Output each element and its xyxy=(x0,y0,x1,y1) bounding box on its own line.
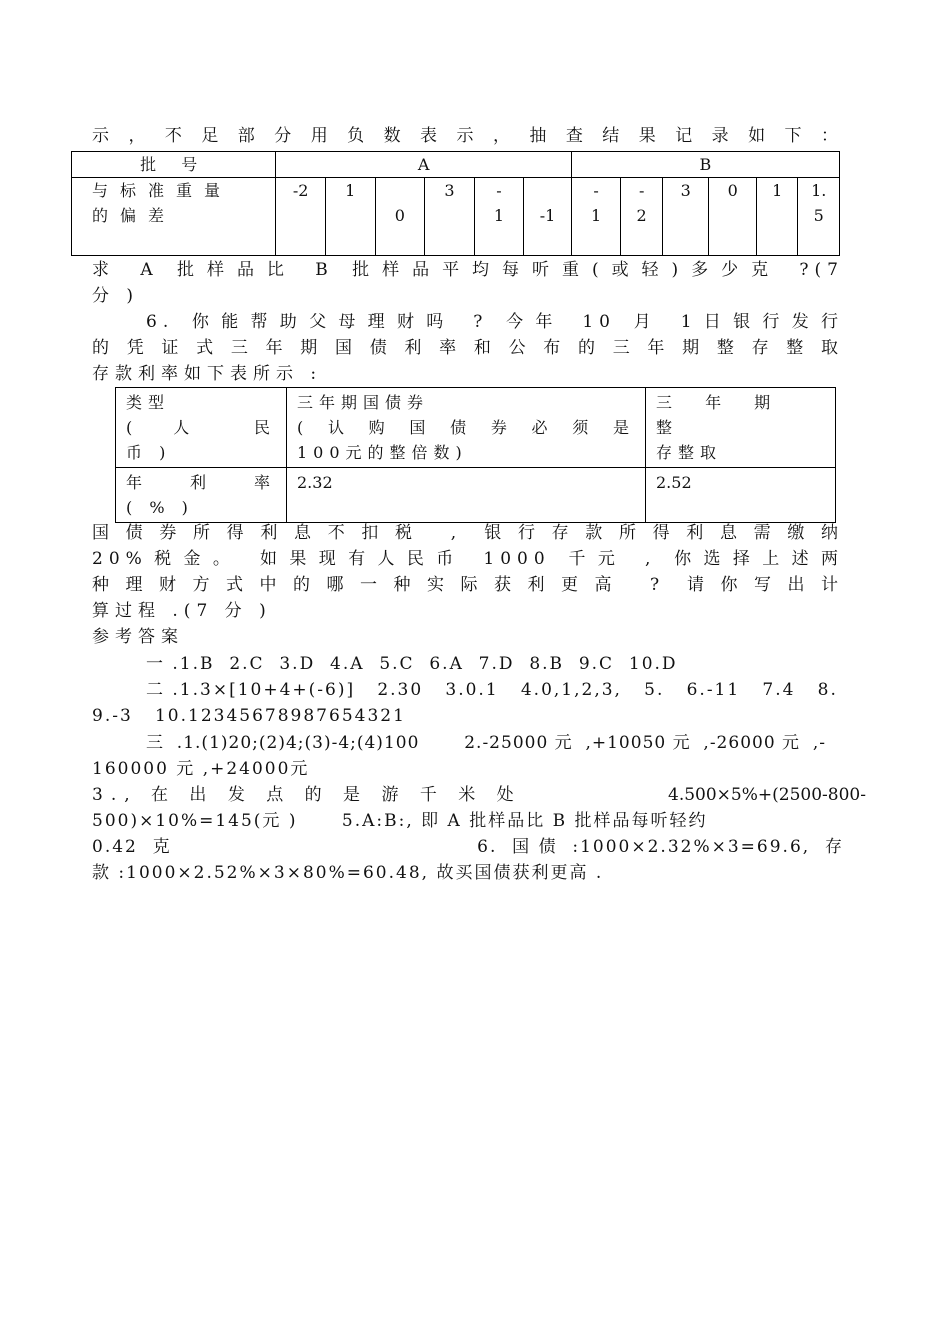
deviation-cell: 3 xyxy=(425,178,475,256)
deviation-cell: - 2 xyxy=(621,178,662,256)
after-table-line4: 算过程 .(7 分 ) xyxy=(92,601,272,621)
after-table-line3: 种理财方式中的哪一种实际获利更高 ? 请你写出计 xyxy=(92,575,844,595)
type-header: 类型 ( 人 民 币 ) xyxy=(116,388,287,468)
answer-part3-line1: 三 .1.(1)20;(2)4;(3)-4;(4)100 2.-25000 元 ,+10050 元 ,-26000 元 ,- xyxy=(146,733,826,753)
deviation-cell: 0 xyxy=(709,178,757,256)
question6-line1: 6. 你能帮助父母理财吗 ? 今年 10 月 1日银行发行 xyxy=(146,312,844,332)
deviation-cell: 1 xyxy=(325,178,375,256)
bond-rate: 2.32 xyxy=(287,468,646,523)
deviation-cell: 1 xyxy=(756,178,797,256)
rate-label: 年 利 率 ( % ) xyxy=(116,468,287,523)
group-b-header: B xyxy=(571,152,839,178)
answer-part3-line5b: 6. 国 债 :1000×2.32%×3=69.6, 存 xyxy=(477,837,844,857)
answer-part3-line3b: 4.500×5%+(2500-800- xyxy=(668,785,866,805)
deposit-rate: 2.52 xyxy=(646,468,836,523)
deviation-table xyxy=(71,151,840,256)
answer-part3-line3a: 3., 在 出 发 点 的 是 游 千 米 处 xyxy=(92,785,522,805)
deviation-cell: 0 xyxy=(375,178,425,256)
answer-part1: 一 .1.B 2.C 3.D 4.A 5.C 6.A 7.D 8.B 9.C 10.D xyxy=(146,654,678,674)
bond-header: 三年期国债券 (认购国债券必须是 100元的整倍数) xyxy=(287,388,646,468)
deposit-header: 三 年 期 整 存整取 xyxy=(646,388,836,468)
question6-line2: 的凭证式三年期国债利率和公布的三年期整存整取 xyxy=(92,338,844,358)
answer-part3-line2: 160000 元 ,+24000元 xyxy=(92,759,310,779)
answers-title: 参考答案 xyxy=(92,627,184,647)
answer-part3-line6: 款 :1000×2.52%×3×80%=60.48, 故买国债获利更高 . xyxy=(92,863,604,883)
answer-part2-line2: 9.-3 10.12345678987654321 xyxy=(92,706,406,726)
answer-part3-line5a: 0.42 克 xyxy=(92,837,172,857)
after-table-line2: 20%税金。 如果现有人民币 1000 千元 , 你选择上述两 xyxy=(92,549,844,569)
question6-line3: 存款利率如下表所示 : xyxy=(92,364,323,384)
deviation-cell: -1 xyxy=(524,178,572,256)
deviation-label: 与标准重量 的偏差 xyxy=(72,178,276,256)
deviation-cell: - 1 xyxy=(474,178,524,256)
answer-part3-line4: 500)×10%=145(元 ) 5.A:B:, 即 A 批样品比 B 批样品每听轻约 xyxy=(92,811,708,831)
deviation-cell: 1. 5 xyxy=(798,178,840,256)
after-table-line1: 国债券所得利息不扣税 , 银行存款所得利息需缴纳 xyxy=(92,523,844,543)
deviation-cell: -2 xyxy=(276,178,326,256)
rate-table xyxy=(115,387,836,523)
deviation-cell: 3 xyxy=(662,178,709,256)
question5-line2: 分 ) xyxy=(92,286,140,306)
answer-part2-line1: 二 .1.3×[10+4+(-6)] 2.30 3.0.1 4.0,1,2,3, 5. 6.-11 7.4 8. xyxy=(146,680,838,700)
question5-line1: 求 A 批样品比 B 批样品平均每听重(或轻)多少克 ?(7 xyxy=(92,260,844,280)
deviation-cell: - 1 xyxy=(571,178,621,256)
group-a-header: A xyxy=(276,152,571,178)
intro-line: 示，不足部分用负数表示，抽查结果记录如下： xyxy=(92,126,844,146)
batch-header: 批 号 xyxy=(72,152,276,178)
